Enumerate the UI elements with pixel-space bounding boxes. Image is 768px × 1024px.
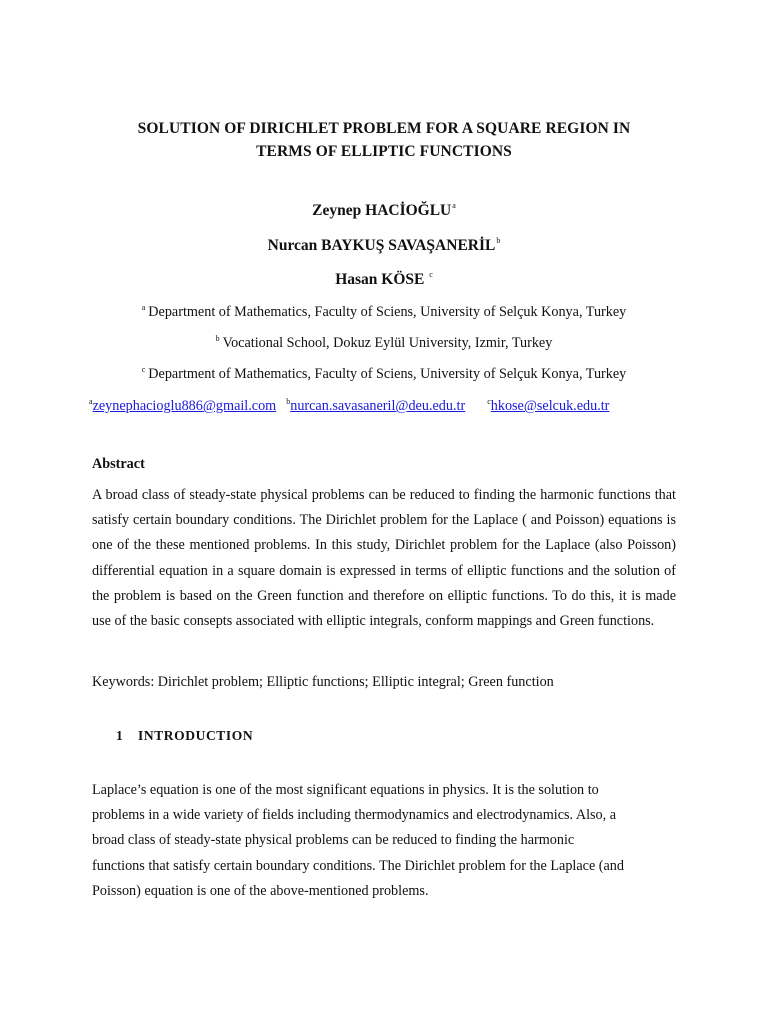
affiliation-mark: b [215,334,220,343]
paragraph-line: broad class of steady-state physical problems can be reduced to finding the harmonic [92,832,575,849]
affiliation-mark: a [141,303,146,312]
keywords: Keywords: Dirichlet problem; Elliptic functions; Elliptic integral; Green function [92,674,554,690]
title-line: SOLUTION OF DIRICHLET PROBLEM FOR A SQUARE REGION IN [137,120,631,137]
introduction-body [92,778,676,904]
abstract-heading: Abstract [92,456,145,472]
affiliation-b [0,330,768,352]
paragraph-line: Poisson) equation is one of the above-mentioned problems. [92,882,429,899]
author-mark: a [452,201,456,210]
author-mark: b [496,236,501,245]
author-2 [0,231,768,256]
email-link-a[interactable]: zeynephacioglu886@gmail.com [92,398,277,414]
author-name: Hasan KÖSE [335,271,425,288]
section-title: INTRODUCTION [138,728,254,743]
affiliation-text: Department of Mathematics, Faculty of Sciens, University of Selçuk Konya, Turkey [148,304,627,320]
author-name: Nurcan BAYKUŞ SAVAŞANERİL [267,237,496,254]
paragraph-line: problems in a wide variety of fields including thermodynamics and electrodynamics. Also, a [92,807,617,824]
author-name: Zeynep HACİOĞLU [312,202,452,219]
email-mark: b [286,397,291,406]
paragraph-line: Laplace’s equation is one of the most significant equations in physics. It is the solution to [92,782,599,798]
author-3 [0,265,768,290]
author-1 [0,196,768,221]
affiliation-mark: c [141,365,146,374]
title-line: TERMS OF ELLIPTIC FUNCTIONS [256,143,512,160]
affiliation-text: Department of Mathematics, Faculty of Sciens, University of Selçuk Konya, Turkey [148,366,627,382]
affiliation-text: Vocational School, Dokuz Eylül University, Izmir, Turkey [222,335,553,351]
affiliation-c [0,361,768,383]
email-link-c[interactable]: hkose@selcuk.edu.tr [490,398,610,414]
section-heading-introduction [116,728,253,744]
email-mark: c [487,397,491,406]
paragraph-line: functions that satisfy certain boundary conditions. The Dirichlet problem for the Laplace (and [92,857,624,874]
author-mark: c [429,270,433,279]
paper-title [60,117,708,163]
email-line [89,393,609,415]
affiliation-a [0,299,768,321]
email-link-b[interactable]: nurcan.savasaneril@deu.edu.tr [290,398,466,414]
abstract-body: A broad class of steady-state physical problems can be reduced to finding the harmonic functions that satisfy certain boundary conditions. The Dirichlet problem for the Laplace ( and Poisson) equations is one of the these mentioned problems. In this study, Dirichlet problem for the Laplace (also Poisson) differential equation in a square domain is expressed in terms of elliptic functions and the solution of the problem is based on the Green function and therefore on elliptic functions. To do this, it is made use of the basic consepts associated with elliptic integrals, conform mappings and Green functions. [92,487,676,630]
email-mark: a [89,397,93,406]
section-number: 1 [116,728,124,743]
